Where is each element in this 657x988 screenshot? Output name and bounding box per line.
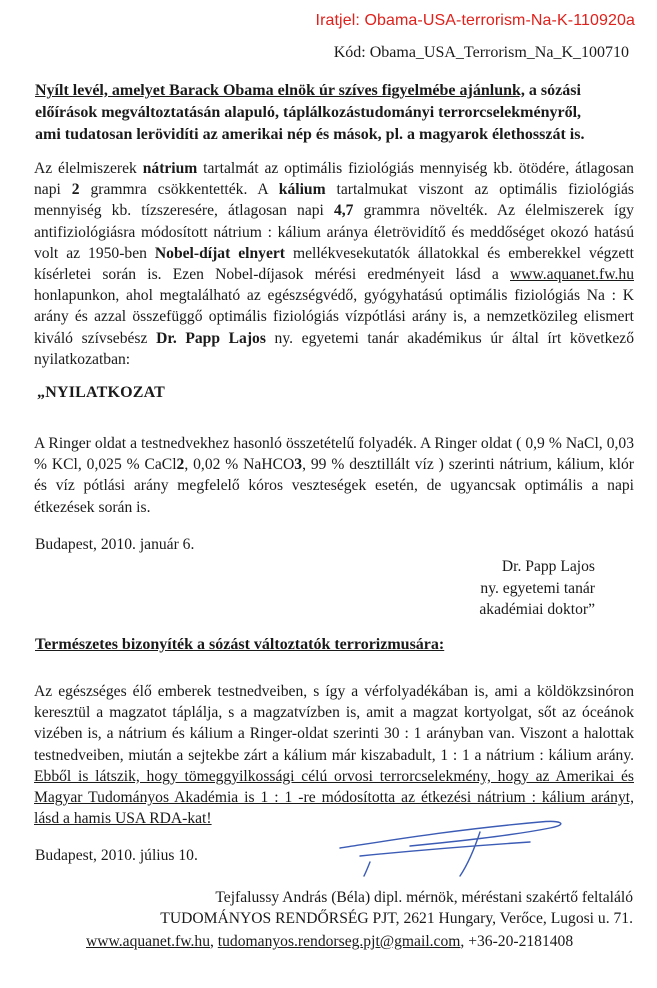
- text-run: Az élelmiszerek: [34, 160, 143, 177]
- bold-run: nátrium: [142, 160, 198, 177]
- email-link[interactable]: tudomanyos.rendorseg.pjt@gmail.com: [217, 933, 461, 950]
- bold-run: 4,7: [333, 202, 354, 220]
- text-run: tartalmát az optimális fiziológiás mennyiség kb. ötödére, átlagosan napi: [34, 160, 634, 199]
- bold-run: 2: [71, 181, 80, 199]
- text-run: Az egészséges élő emberek testnedveiben, s így a vérfolyadékában is, ami a köldökzsinóron keresztül a magzatot táplálja, s a magzatvízben is, amit a magzat kortyolgat, sőt az óceánok vizében is, a nátrium és kálium a Ringer-oldat szerinti 30 : 1 arányban van. Viszont a halottak testnedveiben, miután a sejtekbe zárt a kálium már kiszabadult, 1 : 1 a nátrium : kálium arány.: [34, 683, 634, 764]
- bold-run: 3: [294, 456, 303, 474]
- date-july: Budapest, 2010. július 10.: [35, 847, 198, 864]
- signature-papp: [479, 556, 595, 621]
- text-run: mellékvesekutatók állatokkal és emberekkel végzett kísérletei során is. Ezen Nobel-díjasok mérési eredményeit lásd a: [34, 244, 634, 284]
- title-rest: a sózási: [524, 82, 581, 99]
- contact-line: [86, 931, 573, 952]
- title-underlined: Nyílt levél, amelyet Barack Obama elnök úr szíves figyelmébe ajánlunk,: [35, 82, 525, 99]
- footer-website-link[interactable]: www.aquanet.fw.hu: [86, 933, 210, 950]
- text-run: grammra csökkentették. A: [79, 181, 279, 199]
- bold-run: Dr. Papp Lajos: [156, 329, 266, 347]
- bold-run: kálium: [278, 181, 326, 199]
- signature-title: ny. egyetemi tanár: [480, 579, 595, 597]
- declaration-heading: „NYILATKOZAT: [37, 384, 166, 401]
- organization-address: TUDOMÁNYOS RENDŐRSÉG PJT, 2621 Hungary, Verőce, Lugosi u. 71.: [160, 910, 633, 927]
- bold-run: Nobel-díjat elnyert: [154, 244, 285, 262]
- intro-paragraph: [34, 158, 634, 370]
- text-run: , 0,02 % NaHCO: [184, 456, 295, 474]
- evidence-paragraph: [34, 681, 634, 829]
- phone-number: , +36-20-2181408: [460, 933, 574, 950]
- separator: ,: [210, 933, 218, 950]
- signature-name: Dr. Papp Lajos: [501, 558, 595, 575]
- text-run: A Ringer oldat a testnedvekhez hasonló összetételű folyadék. A Ringer oldat ( 0,9 % NaCl, 0,03 % KCl, 0,025 % CaCl: [34, 435, 634, 474]
- signature-degree: akadémiai doktor”: [479, 601, 595, 618]
- text-run: , 99 % desztillált víz ) szerinti nátrium, kálium, klór és víz pótlási arány megfelelő kóros veszteségek esetén, de ugyancsak optimális a napi étkezések során is.: [34, 456, 634, 516]
- text-run: tartalmukat viszont az optimális fiziológiás mennyiség kb. tízszeresére, átlagosan napi: [34, 181, 634, 220]
- letter-title: [35, 80, 641, 146]
- title-line-3: ami tudatosan lerövidíti az amerikai nép és mások, pl. a magyarok élethosszát is.: [35, 126, 585, 143]
- underlined-run: Ebből is látszik, hogy tömeggyilkossági célú orvosi terrorcselekmény, hogy az Amerikai és Magyar Tudományos Akadémia is 1 : 1 -re módosította az étkezési nátrium : kálium arányt, lásd a hamis USA RDA-kat!: [34, 767, 634, 828]
- handwritten-signature: [300, 812, 600, 882]
- text-run: grammra növelték. Az élelmiszerek így antifiziológiásra módosított nátrium : kálium aránya életrövidítő és meddőséget okozó hatású volt az 1950-ben: [34, 202, 634, 262]
- author-name-line: Tejfalussy András (Béla) dipl. mérnök, méréstani szakértő feltaláló: [215, 889, 633, 906]
- declaration-paragraph: [34, 433, 634, 518]
- text-run: honlapunkon, ahol megtalálható az egészségvédő, gyógyhatású optimális fiziológiás Na : K arány és azzal összefüggő optimális fiziológiás vízpótlási arány is, a nemzetközileg elismert kiváló szívsebész: [34, 287, 634, 347]
- title-line-2: előírások megváltoztatásán alapuló, táplálkozástudományi terrorcselekményről,: [35, 104, 582, 121]
- text-run: ny. egyetemi tanár akadémikus úr által írt következő nyilatkozatban:: [34, 329, 635, 368]
- evidence-subheading: Természetes bizonyíték a sózást változtatók terrorizmusára:: [35, 636, 445, 653]
- bold-run: 2: [176, 456, 185, 474]
- date-january: Budapest, 2010. január 6.: [35, 536, 195, 553]
- document-id-label: Iratjel: Obama-USA-terrorism-Na-K-110920a: [315, 12, 635, 29]
- document-code: Kód: Obama_USA_Terrorism_Na_K_100710: [333, 44, 629, 61]
- website-link[interactable]: www.aquanet.fw.hu: [510, 266, 634, 284]
